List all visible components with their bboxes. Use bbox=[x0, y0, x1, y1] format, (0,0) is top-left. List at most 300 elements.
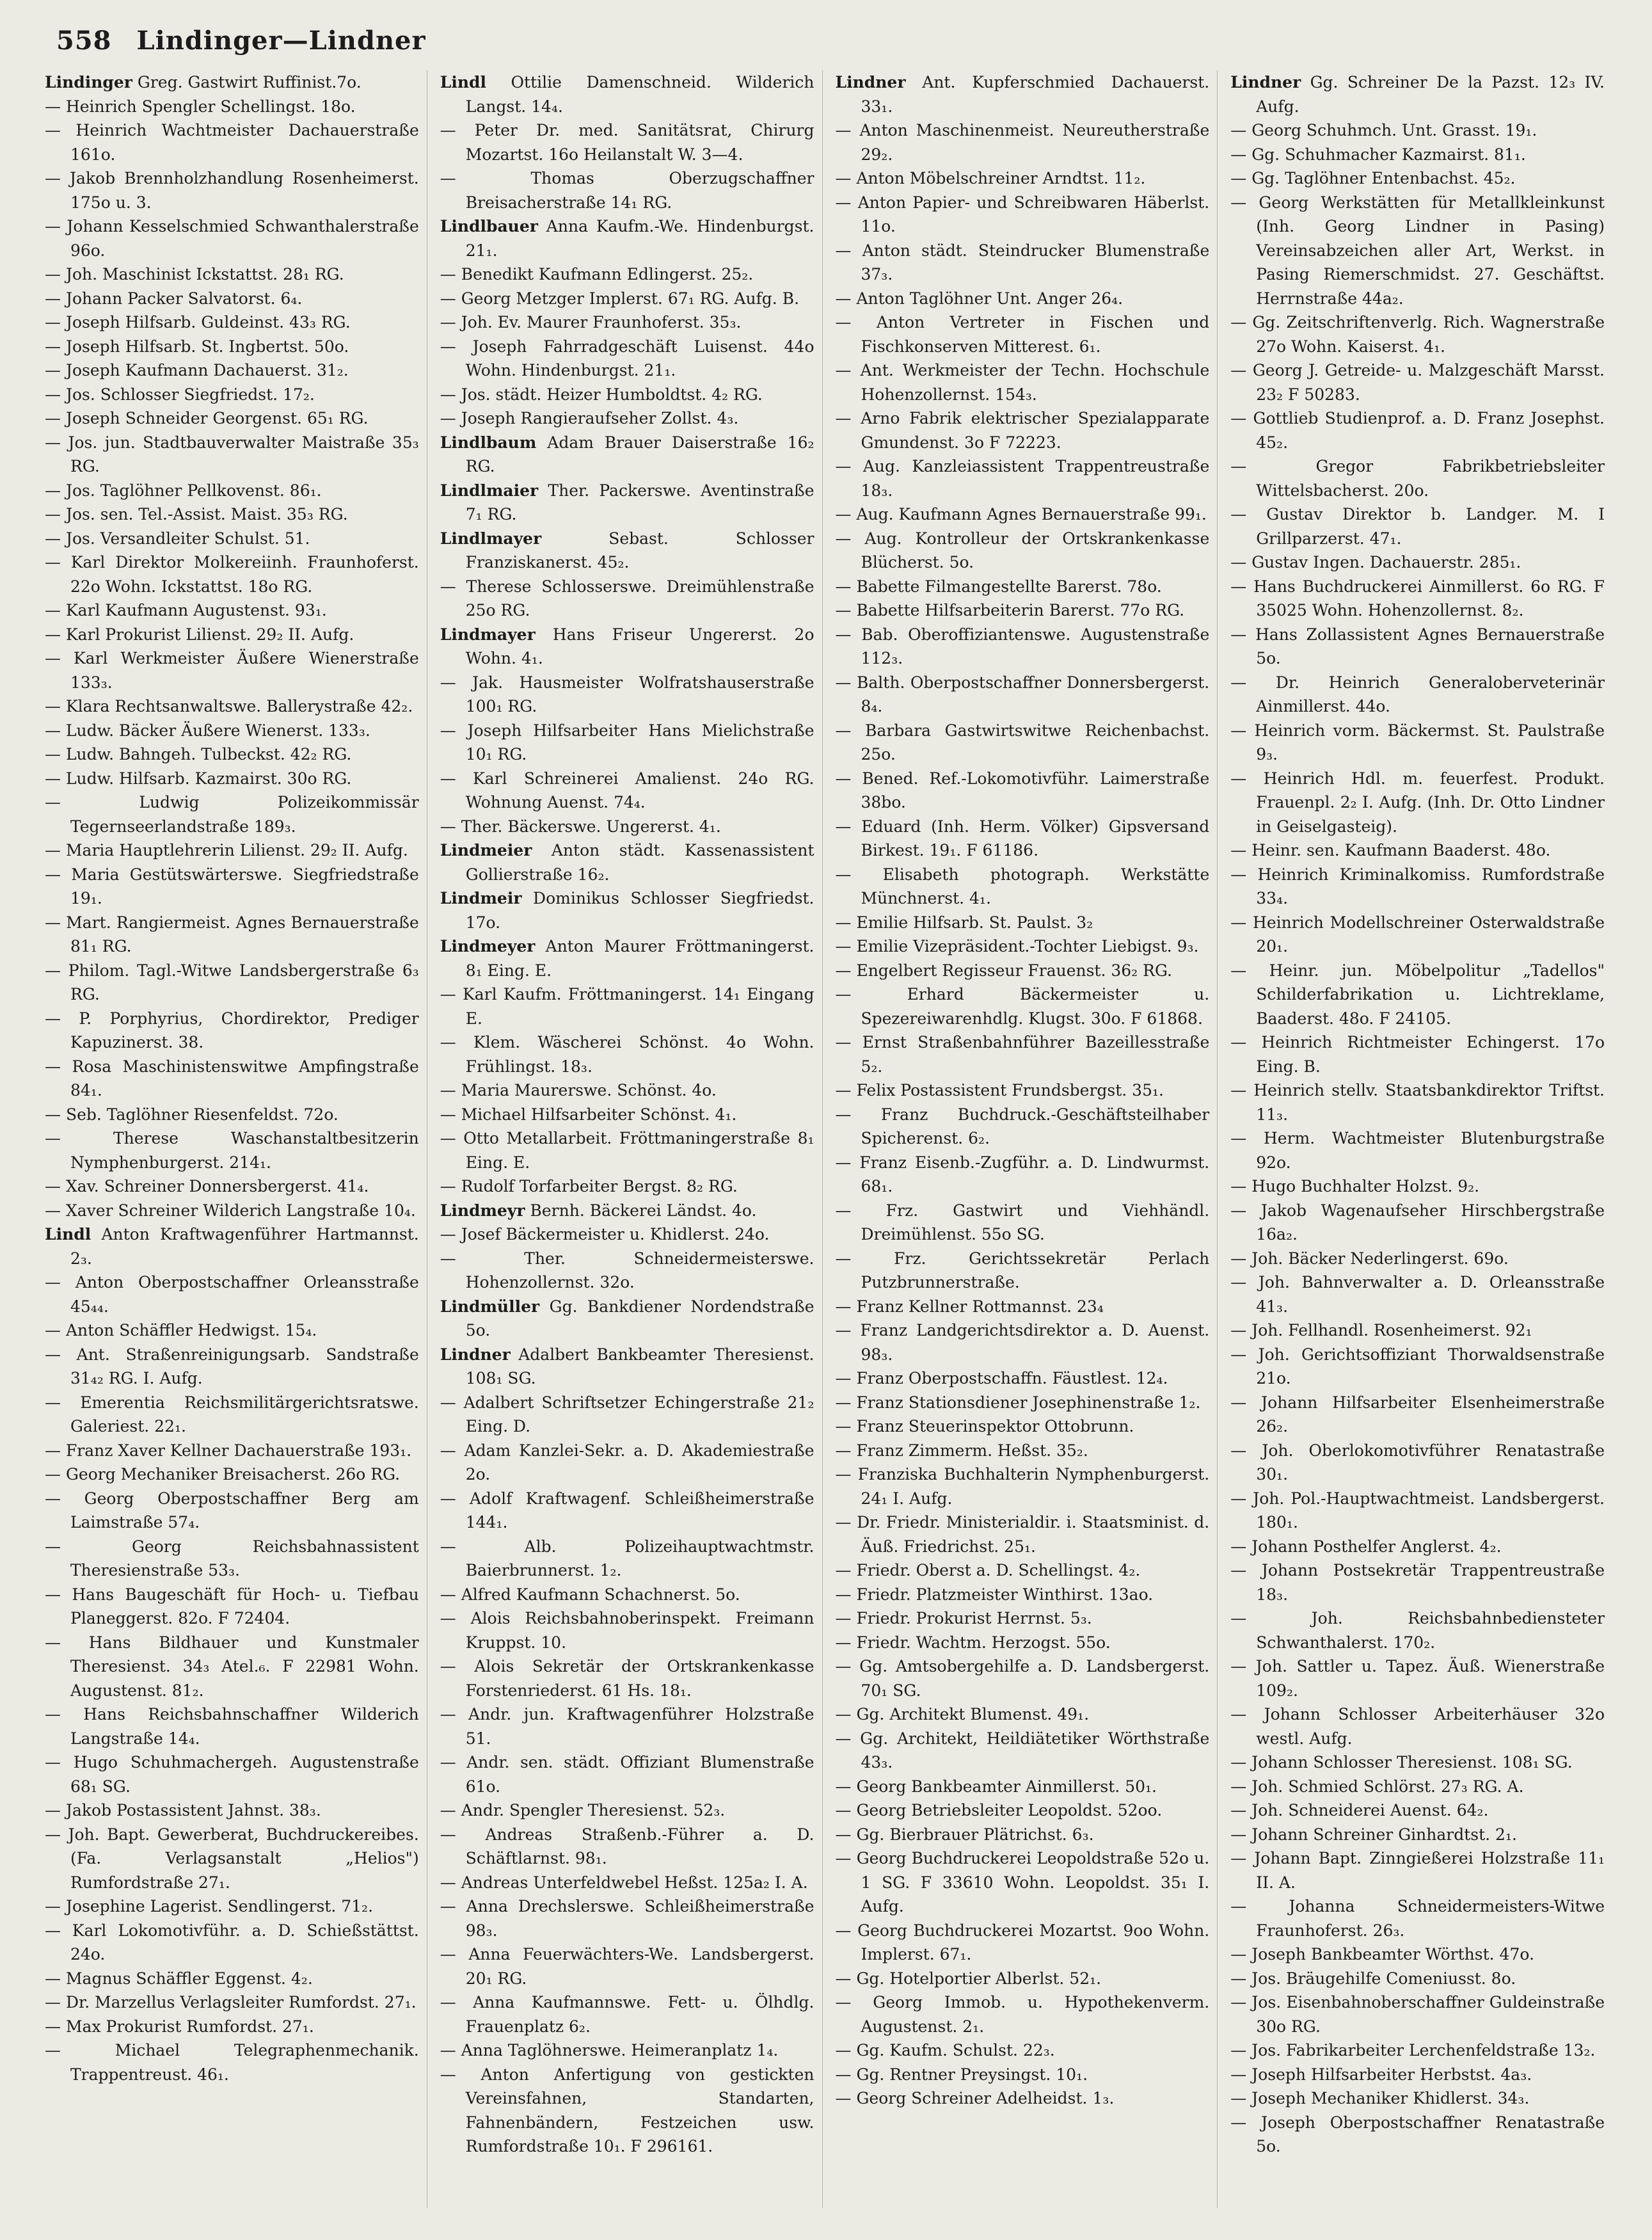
entry-text: — Karl Kaufm. Fröttmaningerst. 14₁ Eingang E. bbox=[440, 985, 814, 1028]
directory-entry bbox=[836, 1391, 1210, 1415]
directory-entry bbox=[45, 742, 419, 767]
entry-text: — Jos. Bräugehilfe Comeniusst. 8o. bbox=[1230, 1969, 1516, 1988]
directory-entry bbox=[440, 310, 814, 335]
surname-keyword: Lindmüller bbox=[440, 1297, 540, 1316]
entry-text: — Michael Telegraphenmechanik. Trappentreust. 46₁. bbox=[45, 2041, 419, 2084]
entry-text: — Gg. Architekt Blumenst. 49₁. bbox=[835, 1705, 1090, 1724]
directory-entry bbox=[45, 719, 419, 743]
entry-text: Gg. Schreiner De la Pazst. 12₃ IV. Aufg. bbox=[1256, 73, 1605, 116]
entry-text: — Mart. Rangiermeist. Agnes Bernauerstraße 81₁ RG. bbox=[45, 913, 419, 956]
entry-text: — Emilie Vizepräsident.-Tochter Liebigst. 9₃. bbox=[835, 937, 1199, 956]
entry-text: — Georg J. Getreide- u. Malzgeschäft Marsst. 23₂ F 50283. bbox=[1230, 361, 1605, 404]
directory-entry bbox=[440, 1535, 814, 1583]
directory-entry bbox=[45, 1007, 419, 1055]
entry-text: — Anton Möbelschreiner Arndtst. 11₂. bbox=[835, 169, 1146, 188]
entry-text: — Franz Steuerinspektor Ottobrunn. bbox=[835, 1417, 1134, 1436]
directory-entry bbox=[440, 1247, 814, 1295]
entry-text: — Anton Oberpostschaffner Orleansstraße 45₄₄. bbox=[45, 1273, 419, 1316]
directory-entry bbox=[45, 287, 419, 311]
directory-entry bbox=[440, 383, 814, 407]
directory-entry bbox=[1230, 1487, 1605, 1535]
directory-entry bbox=[836, 2038, 1210, 2063]
entry-text: — Heinrich vorm. Bäckermst. St. Paulstraße 9₃. bbox=[1230, 721, 1605, 764]
directory-entry bbox=[45, 1126, 419, 1174]
directory-entry bbox=[440, 1078, 814, 1103]
directory-entry bbox=[45, 1967, 419, 1991]
entry-text: Ther. Packerswe. Aventinstraße 7₁ RG. bbox=[465, 481, 814, 524]
entry-text: — Ludw. Hilfsarb. Kazmairst. 30o RG. bbox=[45, 769, 352, 788]
entry-text: — Hugo Schuhmachergeh. Augustenstraße 68₁ SG. bbox=[45, 1753, 419, 1796]
directory-entry bbox=[440, 1606, 814, 1654]
directory-entry bbox=[836, 1583, 1210, 1607]
entry-text: — Joh. Bahnverwalter a. D. Orleansstraße 41₃. bbox=[1230, 1273, 1605, 1316]
entry-text: — Aug. Kanzleiassistent Trappentreustraße 18₃. bbox=[835, 457, 1210, 500]
directory-entry bbox=[836, 1247, 1210, 1295]
entry-text: — Anton städt. Steindrucker Blumenstraße 37₃. bbox=[835, 241, 1210, 284]
directory-entry bbox=[836, 1199, 1210, 1247]
entry-text: — Xaver Schreiner Wilderich Langstraße 10₄. bbox=[45, 1201, 416, 1220]
entry-text: — Anton Schäffler Hedwigst. 15₄. bbox=[45, 1321, 317, 1340]
entry-text: — Anton Anfertigung von gestickten Vereinsfahnen, Standarten, Fahnenbändern, Festzeichen usw. Rumfordstraße 10₁. F 296161. bbox=[440, 2065, 814, 2156]
entry-text: — Joh. Schmied Schlörst. 27₃ RG. A. bbox=[1230, 1777, 1524, 1796]
directory-entry bbox=[836, 1151, 1210, 1199]
entry-text: — Gregor Fabrikbetriebsleiter Wittelsbacherst. 20o. bbox=[1230, 457, 1605, 500]
entry-text: — Franz Oberpostschaffn. Fäustlest. 12₄. bbox=[835, 1369, 1168, 1388]
directory-entry bbox=[45, 95, 419, 119]
entry-text: — Rosa Maschinistenswitwe Ampfingstraße 84₁. bbox=[45, 1057, 419, 1100]
directory-entry bbox=[440, 719, 814, 767]
directory-entry bbox=[45, 1990, 419, 2015]
entry-text: — Gg. Taglöhner Entenbachst. 45₂. bbox=[1230, 169, 1516, 188]
directory-entry bbox=[1230, 166, 1605, 191]
directory-entry bbox=[440, 767, 814, 815]
entry-text: Hans Friseur Ungererst. 2o Wohn. 4₁. bbox=[465, 625, 814, 668]
directory-entry bbox=[1230, 1439, 1605, 1487]
entry-text: — Ludw. Bahngeh. Tulbeckst. 42₂ RG. bbox=[45, 745, 352, 764]
directory-entry bbox=[1230, 1775, 1605, 1799]
directory-entry bbox=[45, 1894, 419, 1919]
entry-text: — Joseph Rangieraufseher Zollst. 4₃. bbox=[440, 409, 739, 428]
directory-entry bbox=[440, 1871, 814, 1895]
directory-entry bbox=[836, 1654, 1210, 1702]
entry-text: — Magnus Schäffler Eggenst. 4₂. bbox=[45, 1969, 313, 1988]
directory-entry bbox=[1230, 1030, 1605, 1078]
directory-entry bbox=[1230, 1391, 1605, 1439]
directory-entry bbox=[1230, 1702, 1605, 1750]
directory-entry bbox=[836, 671, 1210, 719]
entry-text: — Jos. Fabrikarbeiter Lerchenfeldstraße 13₂. bbox=[1230, 2041, 1596, 2060]
column-1 bbox=[45, 70, 427, 2208]
entry-text: — Andr. sen. städt. Offiziant Blumenstraße 61o. bbox=[440, 1753, 814, 1796]
entry-text: — Georg Metzger Implerst. 67₁ RG. Aufg. B. bbox=[440, 289, 800, 308]
directory-entry bbox=[440, 886, 814, 934]
directory-entry bbox=[45, 790, 419, 838]
directory-entry bbox=[1230, 1174, 1605, 1199]
directory-entry bbox=[440, 479, 814, 527]
directory-entry bbox=[45, 694, 419, 719]
entry-text: — Aug. Kontrolleur der Ortskrankenkasse Blücherst. 5o. bbox=[835, 529, 1210, 572]
directory-entry bbox=[440, 1702, 814, 1750]
entry-text: — Franz Buchdruck.-Geschäftsteilhaber Spicherenst. 6₂. bbox=[835, 1105, 1210, 1148]
directory-entry bbox=[836, 118, 1210, 166]
entry-text: — Alb. Polizeihauptwachtmstr. Baierbrunnerst. 1₂. bbox=[440, 1537, 814, 1580]
directory-entry bbox=[45, 1270, 419, 1318]
entry-text: — Franz Zimmerm. Heßst. 35₂. bbox=[835, 1441, 1088, 1460]
directory-entry bbox=[45, 70, 419, 95]
directory-entry bbox=[440, 815, 814, 839]
entry-text: — Frz. Gerichtssekretär Perlach Putzbrunnerstraße. bbox=[835, 1249, 1210, 1292]
directory-entry bbox=[1230, 502, 1605, 550]
directory-entry bbox=[1230, 358, 1605, 406]
entry-text: — Karl Lokomotivführ. a. D. Schießstättst. 24o. bbox=[45, 1921, 419, 1964]
entry-text: — Maria Hauptlehrerin Lilienst. 29₂ II. Aufg. bbox=[45, 841, 408, 860]
entry-text: — Heinrich Wachtmeister Dachauerstraße 161o. bbox=[45, 121, 419, 164]
directory-entry bbox=[836, 1318, 1210, 1366]
directory-entry bbox=[836, 1462, 1210, 1510]
directory-entry bbox=[45, 1391, 419, 1439]
entry-text: — Johann Posthelfer Anglerst. 4₂. bbox=[1230, 1537, 1502, 1556]
directory-entry bbox=[440, 1126, 814, 1174]
directory-entry bbox=[45, 310, 419, 335]
entry-text: — Frz. Gastwirt und Viehhändl. Dreimühlenst. 55o SG. bbox=[835, 1201, 1210, 1244]
entry-text: — Heinrich Richtmeister Echingerst. 17o Eing. B. bbox=[1230, 1033, 1605, 1076]
surname-keyword: Lindlmayer bbox=[440, 529, 542, 548]
directory-entry bbox=[45, 166, 419, 214]
entry-text: — Joh. Bapt. Gewerberat, Buchdruckereibes. (Fa. Verlagsanstalt „Helios") Rumfordstraße 27₁. bbox=[45, 1825, 419, 1892]
directory-entry bbox=[1230, 2063, 1605, 2087]
entry-text: — Karl Werkmeister Äußere Wienerstraße 133₃. bbox=[45, 649, 419, 692]
directory-entry bbox=[836, 1078, 1210, 1103]
directory-entry bbox=[440, 1030, 814, 1078]
directory-entry bbox=[440, 1174, 814, 1199]
directory-entry bbox=[836, 1823, 1210, 1847]
directory-entry bbox=[45, 767, 419, 791]
directory-entry bbox=[440, 838, 814, 886]
directory-entry bbox=[836, 1295, 1210, 1319]
entry-text: — Joseph Hilfsarbeiter Hans Mielichstraße 10₁ RG. bbox=[440, 721, 814, 764]
entry-text: — Herm. Wachtmeister Blutenburgstraße 92o. bbox=[1230, 1129, 1605, 1172]
entry-text: — Jos. Eisenbahnoberschaffner Guldeinstraße 30o RG. bbox=[1230, 1993, 1605, 2036]
entry-text: — Dr. Marzellus Verlagsleiter Rumfordst. 27₁. bbox=[45, 1993, 417, 2012]
entry-text: — Gg. Amtsobergehilfe a. D. Landsbergerst. 70₁ SG. bbox=[835, 1657, 1210, 1700]
directory-entry bbox=[45, 1919, 419, 1967]
entry-text: — Babette Hilfsarbeiterin Barerst. 77o RG. bbox=[835, 601, 1185, 620]
entry-text: — Aug. Kaufmann Agnes Bernauerstraße 99₁. bbox=[835, 505, 1207, 524]
surname-keyword: Lindmeier bbox=[440, 841, 532, 860]
directory-entry bbox=[1230, 959, 1605, 1031]
entry-text: — Eduard (Inh. Herm. Völker) Gipsversand Birkest. 19₁. F 61186. bbox=[835, 817, 1210, 860]
entry-text: — Bened. Ref.-Lokomotivführ. Laimerstraße 38bo. bbox=[835, 769, 1210, 812]
entry-text: — Josef Bäckermeister u. Khidlerst. 24o. bbox=[440, 1225, 770, 1244]
directory-entry bbox=[836, 191, 1210, 239]
directory-entry bbox=[836, 70, 1210, 118]
entry-text: — Erhard Bäckermeister u. Spezereiwarenhdlg. Klugst. 30o. F 61868. bbox=[835, 985, 1210, 1028]
running-title: Lindinger—Lindner bbox=[136, 26, 426, 56]
directory-entry bbox=[836, 767, 1210, 815]
entry-text: — Georg Oberpostschaffner Berg am Laimstraße 57₄. bbox=[45, 1489, 419, 1532]
directory-entry bbox=[45, 1462, 419, 1487]
entry-text: Dominikus Schlosser Siegfriedst. 17o. bbox=[465, 889, 814, 932]
entry-text: — Johann Packer Salvatorst. 6₄. bbox=[45, 289, 303, 308]
entry-text: — Rudolf Torfarbeiter Bergst. 8₂ RG. bbox=[440, 1177, 738, 1196]
directory-entry bbox=[1230, 1199, 1605, 1247]
directory-entry bbox=[1230, 575, 1605, 623]
entry-text: — Jakob Postassistent Jahnst. 38₃. bbox=[45, 1801, 321, 1820]
directory-entry bbox=[836, 2086, 1210, 2111]
surname-keyword: Lindlbaum bbox=[440, 433, 537, 452]
directory-entry bbox=[1230, 1078, 1605, 1126]
directory-entry bbox=[440, 1798, 814, 1823]
directory-entry bbox=[836, 934, 1210, 959]
directory-entry bbox=[45, 1487, 419, 1535]
entry-text: — Seb. Taglöhner Riesenfeldst. 72o. bbox=[45, 1105, 338, 1124]
directory-entry bbox=[45, 1439, 419, 1463]
directory-entry bbox=[1230, 1990, 1605, 2038]
entry-text: — Heinrich Hdl. m. feuerfest. Produkt. Frauenpl. 2₂ I. Aufg. (Inh. Dr. Otto Lindner in Geiselgasteig). bbox=[1230, 769, 1605, 836]
entry-text: — Joseph Bankbeamter Wörthst. 47o. bbox=[1230, 1945, 1534, 1964]
surname-keyword: Lindmeyer bbox=[440, 937, 536, 956]
directory-entry bbox=[836, 1727, 1210, 1775]
entry-text: — Andr. jun. Kraftwagenführer Holzstraße 51. bbox=[440, 1705, 814, 1748]
entry-text: — Johann Hilfsarbeiter Elsenheimerstraße 26₂. bbox=[1230, 1393, 1605, 1436]
entry-text: — Johann Bapt. Zinngießerei Holzstraße 11₁ II. A. bbox=[1230, 1849, 1605, 1892]
directory-entry bbox=[1230, 1343, 1605, 1391]
entry-text: — Otto Metallarbeit. Fröttmaningerstraße 8₁ Eing. E. bbox=[440, 1129, 814, 1172]
entry-text: — Franz Kellner Rottmannst. 23₄ bbox=[835, 1297, 1104, 1316]
entry-text: — Hans Buchdruckerei Ainmillerst. 6o RG. F 35025 Wohn. Hohenzollernst. 8₂. bbox=[1230, 577, 1605, 620]
directory-entry bbox=[836, 863, 1210, 911]
entry-text: — Joh. Maschinist Ickstattst. 28₁ RG. bbox=[45, 265, 344, 284]
entry-text: — Gg. Kaufm. Schulst. 22₃. bbox=[835, 2041, 1055, 2060]
entry-text: — Gottlieb Studienprof. a. D. Franz Josephst. 45₂. bbox=[1230, 409, 1605, 452]
directory-entry bbox=[1230, 1247, 1605, 1271]
directory-entry bbox=[45, 646, 419, 694]
entry-text: — Joh. Fellhandl. Rosenheimerst. 92₁ bbox=[1230, 1321, 1532, 1340]
entry-text: — Gg. Schuhmacher Kazmairst. 81₁. bbox=[1230, 145, 1526, 164]
directory-entry bbox=[1230, 671, 1605, 719]
entry-text: — Peter Dr. med. Sanitätsrat, Chirurg Mozartst. 16o Heilanstalt W. 3—4. bbox=[440, 121, 814, 164]
entry-text: — Gg. Rentner Preysingst. 10₁. bbox=[835, 2065, 1088, 2084]
directory-entry bbox=[45, 335, 419, 359]
entry-text: — Heinrich Modellschreiner Osterwaldstraße 20₁. bbox=[1230, 913, 1605, 956]
entry-text: Anton Maurer Fröttmaningerst. 8₁ Eing. E. bbox=[465, 937, 814, 980]
entry-text: — Elisabeth photograph. Werkstätte Münchnerst. 4₁. bbox=[835, 865, 1210, 908]
entry-text: — Max Prokurist Rumfordst. 27₁. bbox=[45, 2017, 314, 2036]
entry-text: — Georg Buchdruckerei Mozartst. 9oo Wohn. Implerst. 67₁. bbox=[835, 1921, 1210, 1964]
entry-text: — Heinrich Spengler Schellingst. 18o. bbox=[45, 97, 356, 116]
entry-text: — Maria Maurerswe. Schönst. 4o. bbox=[440, 1081, 717, 1100]
directory-entry bbox=[1230, 118, 1605, 143]
directory-entry bbox=[440, 934, 814, 982]
directory-entry bbox=[45, 383, 419, 407]
directory-entry bbox=[45, 911, 419, 959]
entry-text: — Joseph Hilfsarb. St. Ingbertst. 50o. bbox=[45, 337, 349, 356]
directory-entry bbox=[1230, 1750, 1605, 1775]
directory-entry bbox=[45, 1702, 419, 1750]
entry-text: — Felix Postassistent Frundsbergst. 35₁. bbox=[835, 1081, 1164, 1100]
entry-text: — Alfred Kaufmann Schachnerst. 5o. bbox=[440, 1585, 740, 1604]
directory-entry bbox=[45, 1174, 419, 1199]
directory-entry bbox=[45, 1535, 419, 1583]
directory-entry bbox=[1230, 1942, 1605, 1967]
entry-text: — Jos. Taglöhner Pellkovenst. 86₁. bbox=[45, 481, 322, 500]
entry-text: — Joseph Schneider Georgenst. 65₁ RG. bbox=[45, 409, 369, 428]
directory-entry bbox=[1230, 143, 1605, 167]
entry-text: — Franz Landgerichtsdirektor a. D. Auenst. 98₃. bbox=[835, 1321, 1210, 1364]
directory-entry bbox=[836, 1606, 1210, 1631]
directory-entry bbox=[45, 959, 419, 1007]
entry-text: — Ther. Schneidermeisterswe. Hohenzollernst. 32o. bbox=[440, 1249, 814, 1292]
entry-text: — Klem. Wäscherei Schönst. 4o Wohn. Frühlingst. 18₃. bbox=[440, 1033, 814, 1076]
directory-entry bbox=[440, 671, 814, 719]
entry-text: — Ludw. Bäcker Äußere Wienerst. 133₃. bbox=[45, 721, 370, 740]
entry-text: — Georg Schuhmch. Unt. Grasst. 19₁. bbox=[1230, 121, 1537, 140]
directory-entry bbox=[1230, 1894, 1605, 1942]
entry-text: — Barbara Gastwirtswitwe Reichenbachst. 25o. bbox=[835, 721, 1210, 764]
directory-entry bbox=[1230, 1535, 1605, 1559]
directory-entry bbox=[440, 1750, 814, 1798]
directory-entry bbox=[836, 287, 1210, 311]
directory-entry bbox=[1230, 191, 1605, 311]
directory-entry bbox=[440, 1199, 814, 1223]
directory-entry bbox=[440, 1823, 814, 1871]
entry-text: — Engelbert Regisseur Frauenst. 36₂ RG. bbox=[835, 961, 1173, 980]
entry-text: — Michael Hilfsarbeiter Schönst. 4₁. bbox=[440, 1105, 737, 1124]
directory-entry bbox=[440, 1990, 814, 2038]
directory-entry bbox=[45, 1318, 419, 1343]
entry-text: — Joseph Hilfsarbeiter Herbstst. 4a₃. bbox=[1230, 2065, 1532, 2084]
directory-entry bbox=[45, 1823, 419, 1895]
entry-text: — Friedr. Prokurist Herrnst. 5₃. bbox=[835, 1609, 1092, 1628]
directory-entry bbox=[440, 431, 814, 479]
entry-text: — Georg Bankbeamter Ainmillerst. 50₁. bbox=[835, 1777, 1157, 1796]
entry-text: — Emilie Hilfsarb. St. Paulst. 3₂ bbox=[835, 913, 1093, 932]
directory-entry bbox=[1230, 1846, 1605, 1894]
directory-entry bbox=[45, 838, 419, 863]
directory-entry bbox=[1230, 767, 1605, 839]
directory-entry bbox=[440, 1103, 814, 1127]
directory-columns bbox=[45, 70, 1612, 2208]
directory-entry bbox=[836, 1558, 1210, 1583]
directory-entry bbox=[836, 982, 1210, 1030]
directory-entry bbox=[440, 1583, 814, 1607]
entry-text: — Franz Stationsdiener Josephinenstraße 1₂. bbox=[835, 1393, 1201, 1412]
entry-text: — Franz Eisenb.-Zugführ. a. D. Lindwurmst. 68₁. bbox=[835, 1153, 1210, 1196]
entry-text: — Anton Papier- und Schreibwaren Häberlst. 11o. bbox=[835, 193, 1210, 236]
directory-entry bbox=[45, 431, 419, 479]
directory-entry bbox=[1230, 1967, 1605, 1991]
directory-entry bbox=[45, 1199, 419, 1223]
entry-text: — Jos. sen. Tel.-Assist. Maist. 35₃ RG. bbox=[45, 505, 348, 524]
directory-entry bbox=[1230, 2111, 1605, 2159]
entry-text: — Joh. Ev. Maurer Fraunhoferst. 35₃. bbox=[440, 313, 742, 332]
entry-text: — Joseph Hilfsarb. Guldeinst. 43₃ RG. bbox=[45, 313, 351, 332]
directory-entry bbox=[836, 1030, 1210, 1078]
entry-text: — Benedikt Kaufmann Edlingerst. 25₂. bbox=[440, 265, 754, 284]
directory-entry bbox=[836, 1775, 1210, 1799]
directory-entry bbox=[1230, 550, 1605, 575]
entry-text: — Gg. Bierbrauer Plätrichst. 6₃. bbox=[835, 1825, 1094, 1844]
directory-entry bbox=[440, 2038, 814, 2063]
entry-text: — Jakob Wagenaufseher Hirschbergstraße 16a₂. bbox=[1230, 1201, 1605, 1244]
entry-text: Bernh. Bäckerei Ländst. 4o. bbox=[525, 1201, 757, 1220]
entry-text: — Xav. Schreiner Donnersbergerst. 41₄. bbox=[45, 1177, 369, 1196]
directory-entry bbox=[836, 239, 1210, 287]
directory-entry bbox=[45, 1798, 419, 1823]
directory-entry bbox=[440, 1439, 814, 1487]
entry-text: — Andreas Straßenb.-Führer a. D. Schäftlarnst. 98₁. bbox=[440, 1825, 814, 1868]
entry-text: — Therese Schlosserswe. Dreimühlenstraße 25o RG. bbox=[440, 577, 814, 620]
surname-keyword: Lindlbauer bbox=[440, 217, 538, 236]
entry-text: — Heinrich Kriminalkomiss. Rumfordstraße 33₄. bbox=[1230, 865, 1605, 908]
entry-text: — Joh. Schneiderei Auenst. 64₂. bbox=[1230, 1801, 1489, 1820]
entry-text: — Georg Schreiner Adelheidst. 1₃. bbox=[835, 2089, 1115, 2108]
directory-entry bbox=[45, 527, 419, 551]
directory-entry bbox=[1230, 454, 1605, 502]
directory-entry bbox=[836, 502, 1210, 527]
directory-entry bbox=[1230, 2086, 1605, 2111]
directory-entry bbox=[836, 358, 1210, 406]
directory-entry bbox=[45, 863, 419, 911]
entry-text: — Franziska Buchhalterin Nymphenburgerst. 24₁ I. Aufg. bbox=[835, 1465, 1210, 1508]
entry-text: — Maria Gestütswärterswe. Siegfriedstraße 19₁. bbox=[45, 865, 419, 908]
directory-entry bbox=[45, 118, 419, 166]
directory-entry bbox=[836, 406, 1210, 454]
directory-entry bbox=[45, 1055, 419, 1103]
entry-text: — Dr. Friedr. Ministerialdir. i. Staatsminist. d. Äuß. Friedrichst. 25₁. bbox=[835, 1513, 1210, 1556]
entry-text: — Joseph Kaufmann Dachauerst. 31₂. bbox=[45, 361, 349, 380]
directory-entry bbox=[1230, 838, 1605, 863]
directory-entry bbox=[440, 1295, 814, 1343]
entry-text: — Joh. Reichsbahnbediensteter Schwanthalerst. 170₂. bbox=[1230, 1609, 1605, 1652]
entry-text: — Bab. Oberoffiziantenswe. Augustenstraße 112₃. bbox=[835, 625, 1210, 668]
directory-entry bbox=[440, 575, 814, 623]
entry-text: — Gg. Architekt, Heildiätetiker Wörthstraße 43₃. bbox=[835, 1729, 1210, 1772]
directory-entry bbox=[1230, 1270, 1605, 1318]
entry-text: — Alois Sekretär der Ortskrankenkasse Forstenriederst. 61 Hs. 18₁. bbox=[440, 1657, 814, 1700]
entry-text: — Georg Mechaniker Breisacherst. 26o RG. bbox=[45, 1465, 401, 1484]
entry-text: — Ant. Werkmeister der Techn. Hochschule Hohenzollernst. 154₃. bbox=[835, 361, 1210, 404]
entry-text: — Joh. Gerichtsoffiziant Thorwaldsenstraße 21o. bbox=[1230, 1345, 1605, 1388]
entry-text: — Joh. Oberlokomotivführer Renatastraße 30₁. bbox=[1230, 1441, 1605, 1484]
entry-text: Adam Brauer Daiserstraße 16₂ RG. bbox=[465, 433, 814, 476]
directory-entry bbox=[45, 502, 419, 527]
entry-text: — Arno Fabrik elektrischer Spezialapparate Gmundenst. 3o F 72223. bbox=[835, 409, 1210, 452]
directory-entry bbox=[836, 1510, 1210, 1558]
directory-entry bbox=[836, 1414, 1210, 1439]
entry-text: Anna Kaufm.-We. Hindenburgst. 21₁. bbox=[465, 217, 814, 260]
directory-entry bbox=[440, 262, 814, 287]
entry-text: — Hugo Buchhalter Holzst. 9₂. bbox=[1230, 1177, 1480, 1196]
entry-text: — Dr. Heinrich Generaloberveterinär Ainmillerst. 44o. bbox=[1230, 673, 1605, 716]
entry-text: — Karl Prokurist Lilienst. 29₂ II. Aufg. bbox=[45, 625, 354, 644]
entry-text: — Johann Schreiner Ginhardtst. 2₁. bbox=[1230, 1825, 1517, 1844]
directory-entry bbox=[440, 2063, 814, 2159]
surname-keyword: Lindl bbox=[45, 1225, 91, 1244]
directory-entry bbox=[1230, 911, 1605, 959]
entry-text: — Hans Reichsbahnschaffner Wilderich Langstraße 14₄. bbox=[45, 1705, 419, 1748]
directory-entry bbox=[836, 1990, 1210, 2038]
directory-entry bbox=[440, 1654, 814, 1702]
directory-entry bbox=[1230, 863, 1605, 911]
directory-entry bbox=[440, 70, 814, 118]
directory-entry bbox=[836, 1967, 1210, 1991]
directory-entry bbox=[45, 1631, 419, 1703]
entry-text: — Klara Rechtsanwaltswe. Ballerystraße 42₂. bbox=[45, 697, 413, 716]
directory-entry bbox=[836, 166, 1210, 191]
entry-text: — Balth. Oberpostschaffner Donnersbergerst. 8₄. bbox=[835, 673, 1210, 716]
entry-text: — Friedr. Wachtm. Herzogst. 55o. bbox=[835, 1633, 1111, 1652]
